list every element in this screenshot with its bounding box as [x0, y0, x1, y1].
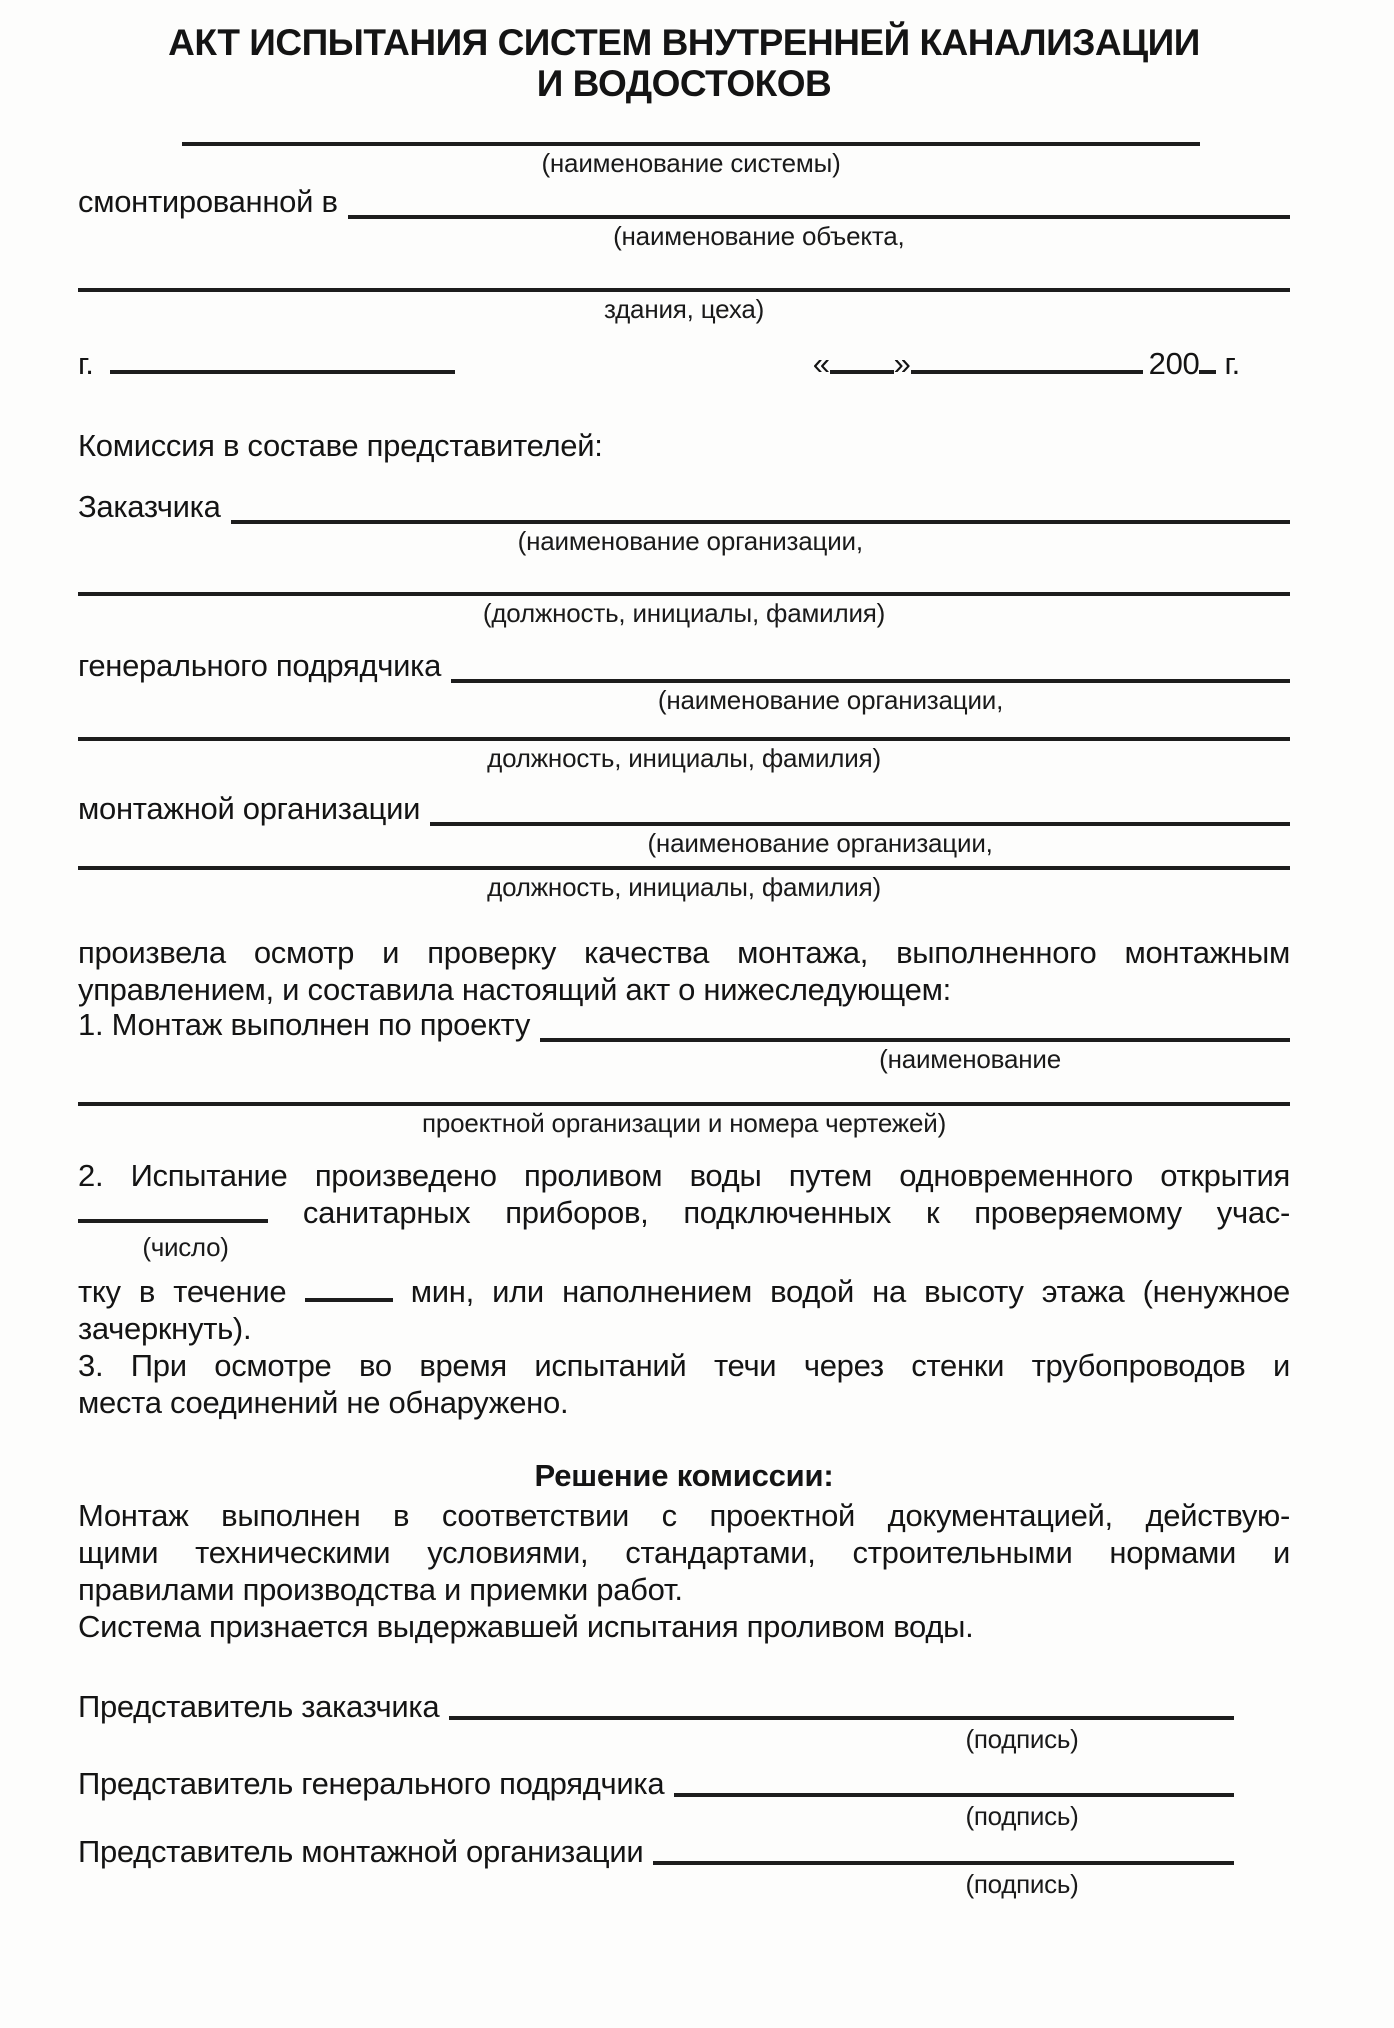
blank-line-system-name: [182, 142, 1200, 146]
decision-line-2: щими техническими условиями, стандартами, строительными нормами и: [78, 1535, 1290, 1570]
blank-line-general-contractor-org: [451, 649, 1290, 683]
caption-customer-person: (должность, инициалы, фамилия): [482, 598, 886, 628]
blank-line-installer-person: [78, 866, 1290, 870]
blank-line-object-name: [348, 185, 1290, 219]
installer-label: монтажной организации: [78, 791, 421, 826]
mounted-in-label: смонтированной в: [78, 184, 338, 219]
date-row: [78, 345, 1240, 383]
commission-intro: Комиссия в составе представителей:: [78, 428, 603, 463]
item2-line-3: [78, 1273, 1290, 1310]
signature-row-general-contractor: [78, 1767, 1234, 1801]
blank-line-signature-installer: [653, 1835, 1234, 1865]
caption-project-top: (наименование: [879, 1044, 1061, 1074]
year-prefix: 200: [1148, 346, 1200, 381]
caption-signature-general-contractor: (подпись): [965, 1801, 1079, 1831]
signature-row-customer: [78, 1690, 1234, 1724]
item2-line-3-before: тку в течение: [78, 1274, 287, 1309]
item2-line-3-after: мин, или наполнением водой на высоту этажа (ненужное: [410, 1274, 1290, 1309]
signature-general-contractor-label: Представитель генерального подрядчика: [78, 1766, 665, 1801]
field-project: [78, 1008, 1290, 1073]
blank-line-project-org: [78, 1102, 1290, 1106]
decision-line-1: Монтаж выполнен в соответствии с проектной документацией, действую-: [78, 1498, 1290, 1533]
caption-count: (число): [142, 1232, 229, 1262]
general-contractor-label: генерального подрядчика: [78, 648, 442, 683]
year-suffix: г.: [1224, 346, 1240, 381]
city-field: [78, 345, 455, 383]
item3-line-2: места соединений не обнаружено.: [78, 1385, 569, 1420]
caption-object-name: (наименование объекта,: [613, 221, 905, 251]
quote-open: «: [812, 346, 830, 381]
caption-installer-org: (наименование организации,: [647, 828, 993, 858]
caption-installer-person: должность, инициалы, фамилия): [487, 872, 881, 902]
caption-general-contractor-org: (наименование организации,: [657, 685, 1004, 715]
item2-line-1: 2. Испытание произведено проливом воды путем одновременного открытия: [78, 1158, 1290, 1193]
city-label: г.: [78, 346, 94, 381]
blank-line-project-name: [540, 1008, 1290, 1042]
caption-project-bottom: проектной организации и номера чертежей): [421, 1108, 947, 1138]
decision-heading: Решение комиссии:: [534, 1458, 834, 1493]
field-customer: [78, 490, 1290, 555]
blank-line-customer-person: [78, 592, 1290, 596]
signature-installer-label: Представитель монтажной организации: [78, 1834, 644, 1869]
field-general-contractor: [78, 649, 1290, 714]
item2-line-4: зачеркнуть).: [78, 1311, 252, 1346]
decision-conclusion: Система признается выдержавшей испытания проливом воды.: [78, 1609, 974, 1644]
blank-line-city: [110, 370, 455, 374]
blank-line-signature-customer: [449, 1690, 1234, 1720]
blank-line-count: [78, 1219, 268, 1223]
blank-line-minutes: [305, 1298, 393, 1302]
caption-customer-org: (наименование организации,: [517, 526, 863, 556]
item3-line-1: 3. При осмотре во время испытаний течи через стенки трубопроводов и: [78, 1348, 1290, 1383]
signature-customer-label: Представитель заказчика: [78, 1689, 440, 1724]
caption-system-name: (наименование системы): [541, 148, 841, 178]
title-line-2: И ВОДОСТОКОВ: [536, 63, 832, 104]
inspection-text-line-1: произвела осмотр и проверку качества монтажа, выполненного монтажным: [78, 935, 1290, 970]
date-field: [813, 345, 1240, 383]
blank-line-customer-org: [231, 490, 1290, 524]
caption-signature-installer: (подпись): [965, 1869, 1079, 1899]
blank-line-year: [1199, 370, 1216, 374]
blank-line-building: [78, 288, 1290, 292]
blank-line-general-contractor-person: [78, 737, 1290, 741]
customer-label: Заказчика: [78, 489, 221, 524]
item2-line-2-text: санитарных приборов, подключенных к проверяемому учас-: [302, 1195, 1290, 1230]
decision-line-3: правилами производства и приемки работ.: [78, 1572, 683, 1607]
field-mounted-in: [78, 185, 1290, 250]
title-line-1: АКТ ИСПЫТАНИЯ СИСТЕМ ВНУТРЕННЕЙ КАНАЛИЗАЦИИ: [168, 22, 1200, 63]
caption-general-contractor-person: должность, инициалы, фамилия): [487, 743, 881, 773]
blank-line-installer-org: [430, 792, 1290, 826]
project-label: 1. Монтаж выполнен по проекту: [78, 1007, 531, 1042]
item2-line-2: [78, 1194, 1290, 1231]
blank-line-month: [911, 370, 1143, 374]
blank-line-signature-general-contractor: [674, 1767, 1234, 1797]
document-title: [78, 22, 1290, 104]
caption-signature-customer: (подпись): [965, 1724, 1079, 1754]
quote-close: »: [893, 346, 911, 381]
field-installer: [78, 792, 1290, 857]
caption-building: здания, цеха): [603, 294, 765, 324]
blank-line-day: [830, 370, 894, 374]
signature-row-installer: [78, 1835, 1234, 1869]
inspection-text-line-2: управлением, и составила настоящий акт о нижеследующем:: [78, 972, 951, 1007]
